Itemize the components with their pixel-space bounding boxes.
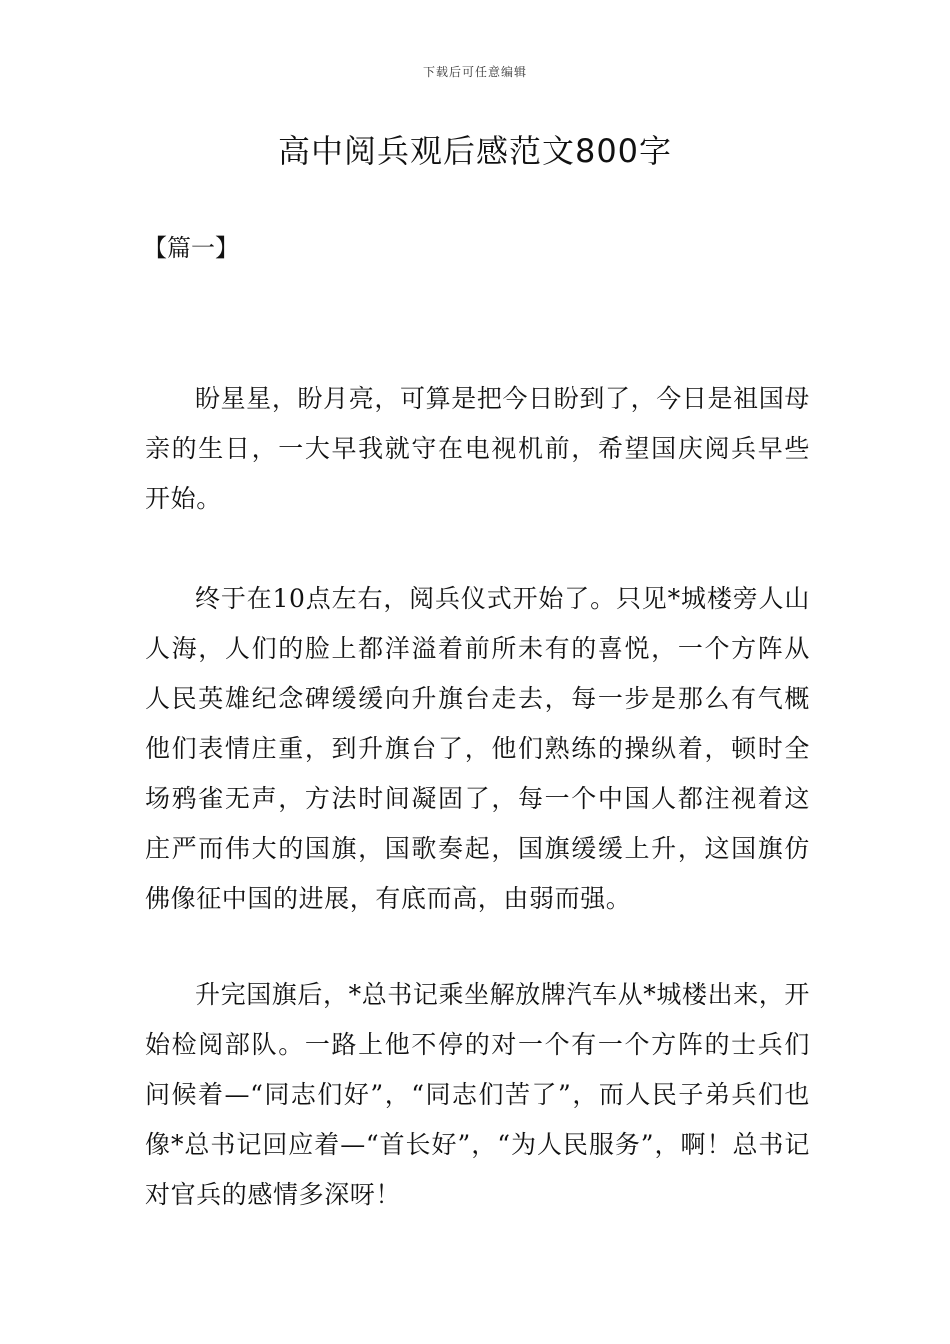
header-note: 下载后可任意编辑 (422, 65, 527, 79)
paragraph-1: 盼星星，盼月亮，可算是把今日盼到了，今日是祖国母亲的生日，一大早我就守在电视机前，希望国庆阅兵早些开始。 (145, 384, 810, 513)
document-title: 高中阅兵观后感范文800字 (277, 132, 673, 170)
paragraph-2: 终于在10点左右，阅兵仪式开始了。只见*城楼旁人山人海，人们的脸上都洋溢着前所未有的喜悦，一个方阵从人民英雄纪念碑缓缓向升旗台走去，每一步是那么有气概他们表情庄重，到升旗台了，他们熟练的操纵着，顿时全场鸦雀无声，方法时间凝固了，每一个中国人都注视着这庄严而伟大的国旗，国歌奏起，国旗缓缓上升，这国旗仿佛像征中国的进展，有底而高，由弱而强。 (145, 584, 810, 913)
section-label: 【篇一】 (143, 234, 239, 262)
paragraph-3: 升完国旗后，*总书记乘坐解放牌汽车从*城楼出来，开始检阅部队。一路上他不停的对一个有一个方阵的士兵们问候着—“同志们好”，“同志们苦了”，而人民子弟兵们也像*总书记回应着—“首长好”，“为人民服务”，啊！总书记对官兵的感情多深呀！ (145, 980, 811, 1209)
